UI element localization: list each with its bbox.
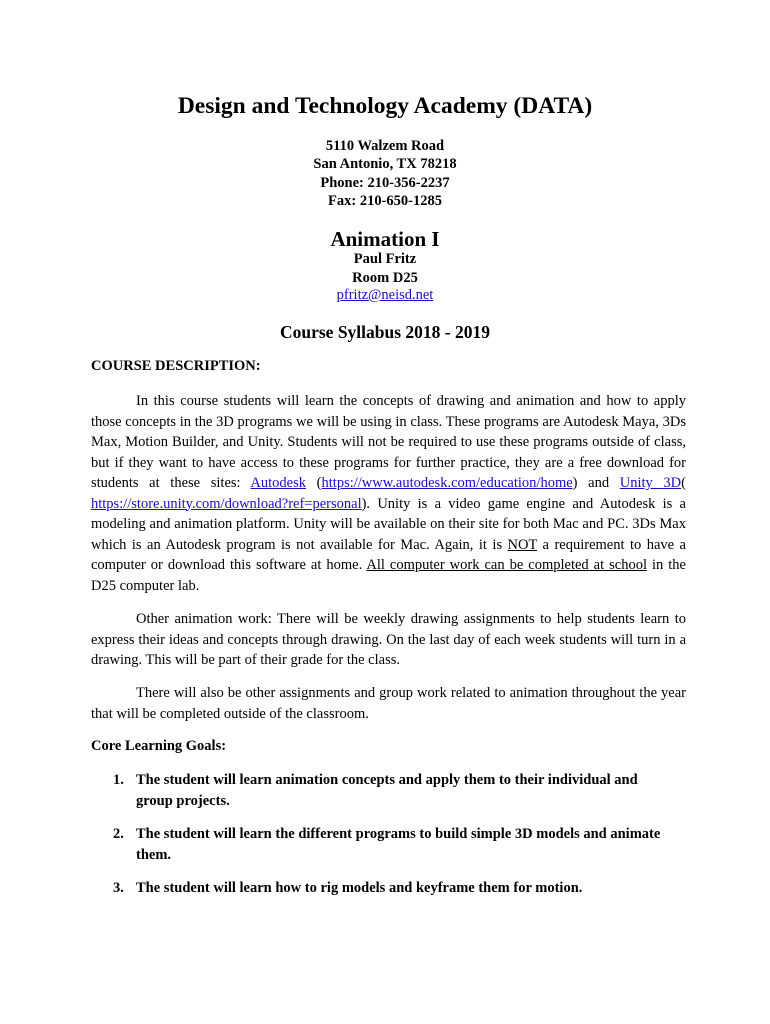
core-goals-heading: Core Learning Goals:: [91, 738, 227, 754]
goal-item-2: [113, 824, 673, 866]
p2-text: Other animation work: There will be weekly drawing assignments to help students learn to express their ideas and concepts through drawing. On the last day of each week students will turn in a drawing. This will be part of their grade for the class.: [91, 611, 686, 668]
school-address-block: [0, 137, 770, 210]
description-paragraph-2: [91, 609, 686, 671]
goal-text: The student will learn the different programs to build simple 3D models and animate them.: [136, 826, 661, 863]
p1-text-a: In this course students will learn the concepts of drawing and animation and how to apply those concepts in the 3D programs we will be using in class. These programs are Autodesk Maya, 3Ds Max, Motion Builder, and Unity. Students will not be required to use these programs outside of class, but if they want to have access to these programs for further practice, they are a free download for students at these sites:: [91, 393, 686, 491]
goal-number: 2.: [113, 826, 124, 842]
school-title: Design and Technology Academy (DATA): [177, 93, 593, 119]
description-paragraph-1: [91, 391, 686, 596]
school-fax: Fax: 210-650-1285: [328, 192, 442, 209]
room-number: Room D25: [352, 269, 418, 286]
p1-text-c: ) and: [572, 475, 620, 491]
goal-text: The student will learn animation concepts and apply them to their individual and group projects.: [136, 772, 638, 809]
autodesk-url-link[interactable]: https://www.autodesk.com/education/home: [321, 475, 573, 491]
teacher-name: Paul Fritz: [353, 251, 417, 267]
p1-text-b: (: [306, 475, 322, 491]
syllabus-title: Course Syllabus 2018 - 2019: [279, 322, 491, 342]
goal-item-1: [113, 770, 673, 812]
p1-text-e: ). Unity is a video game engine and Autodesk is a modeling and animation platform. Unity will be available on their site for both Mac and PC. 3Ds Max which is an Autodesk program is not available for Mac. Again, it is: [91, 495, 686, 553]
p3-text: There will also be other assignments and group work related to animation throughout the year that will be completed outside of the classroom.: [91, 685, 686, 722]
computer-work-emphasis: All computer work can be completed at school: [366, 557, 647, 573]
description-paragraph-3: [91, 683, 686, 724]
unity-url-link[interactable]: https://store.unity.com/download?ref=personal: [91, 495, 362, 512]
address-street: 5110 Walzem Road: [325, 138, 445, 154]
unity-link[interactable]: Unity 3D: [619, 475, 682, 491]
p1-text-d: (: [681, 475, 686, 491]
goal-number: 3.: [113, 880, 124, 896]
goal-item-3: [113, 878, 673, 899]
not-emphasis: NOT: [507, 536, 538, 553]
goal-number: 1.: [113, 772, 124, 788]
teacher-email-link[interactable]: pfritz@neisd.net: [336, 287, 434, 303]
autodesk-link[interactable]: Autodesk: [250, 475, 307, 491]
course-name: Animation I: [330, 227, 440, 251]
teacher-block: [0, 250, 770, 287]
p1-text-g: in the D25 computer lab.: [91, 557, 686, 594]
p1-text-f: a requirement to have a computer or download this software at home.: [91, 536, 686, 573]
school-phone: Phone: 210-356-2237: [320, 174, 450, 191]
address-city: San Antonio, TX 78218: [313, 156, 457, 173]
email-row: [0, 287, 770, 304]
course-description-heading: COURSE DESCRIPTION:: [91, 358, 261, 374]
goal-text: The student will learn how to rig models and keyframe them for motion.: [136, 880, 583, 896]
